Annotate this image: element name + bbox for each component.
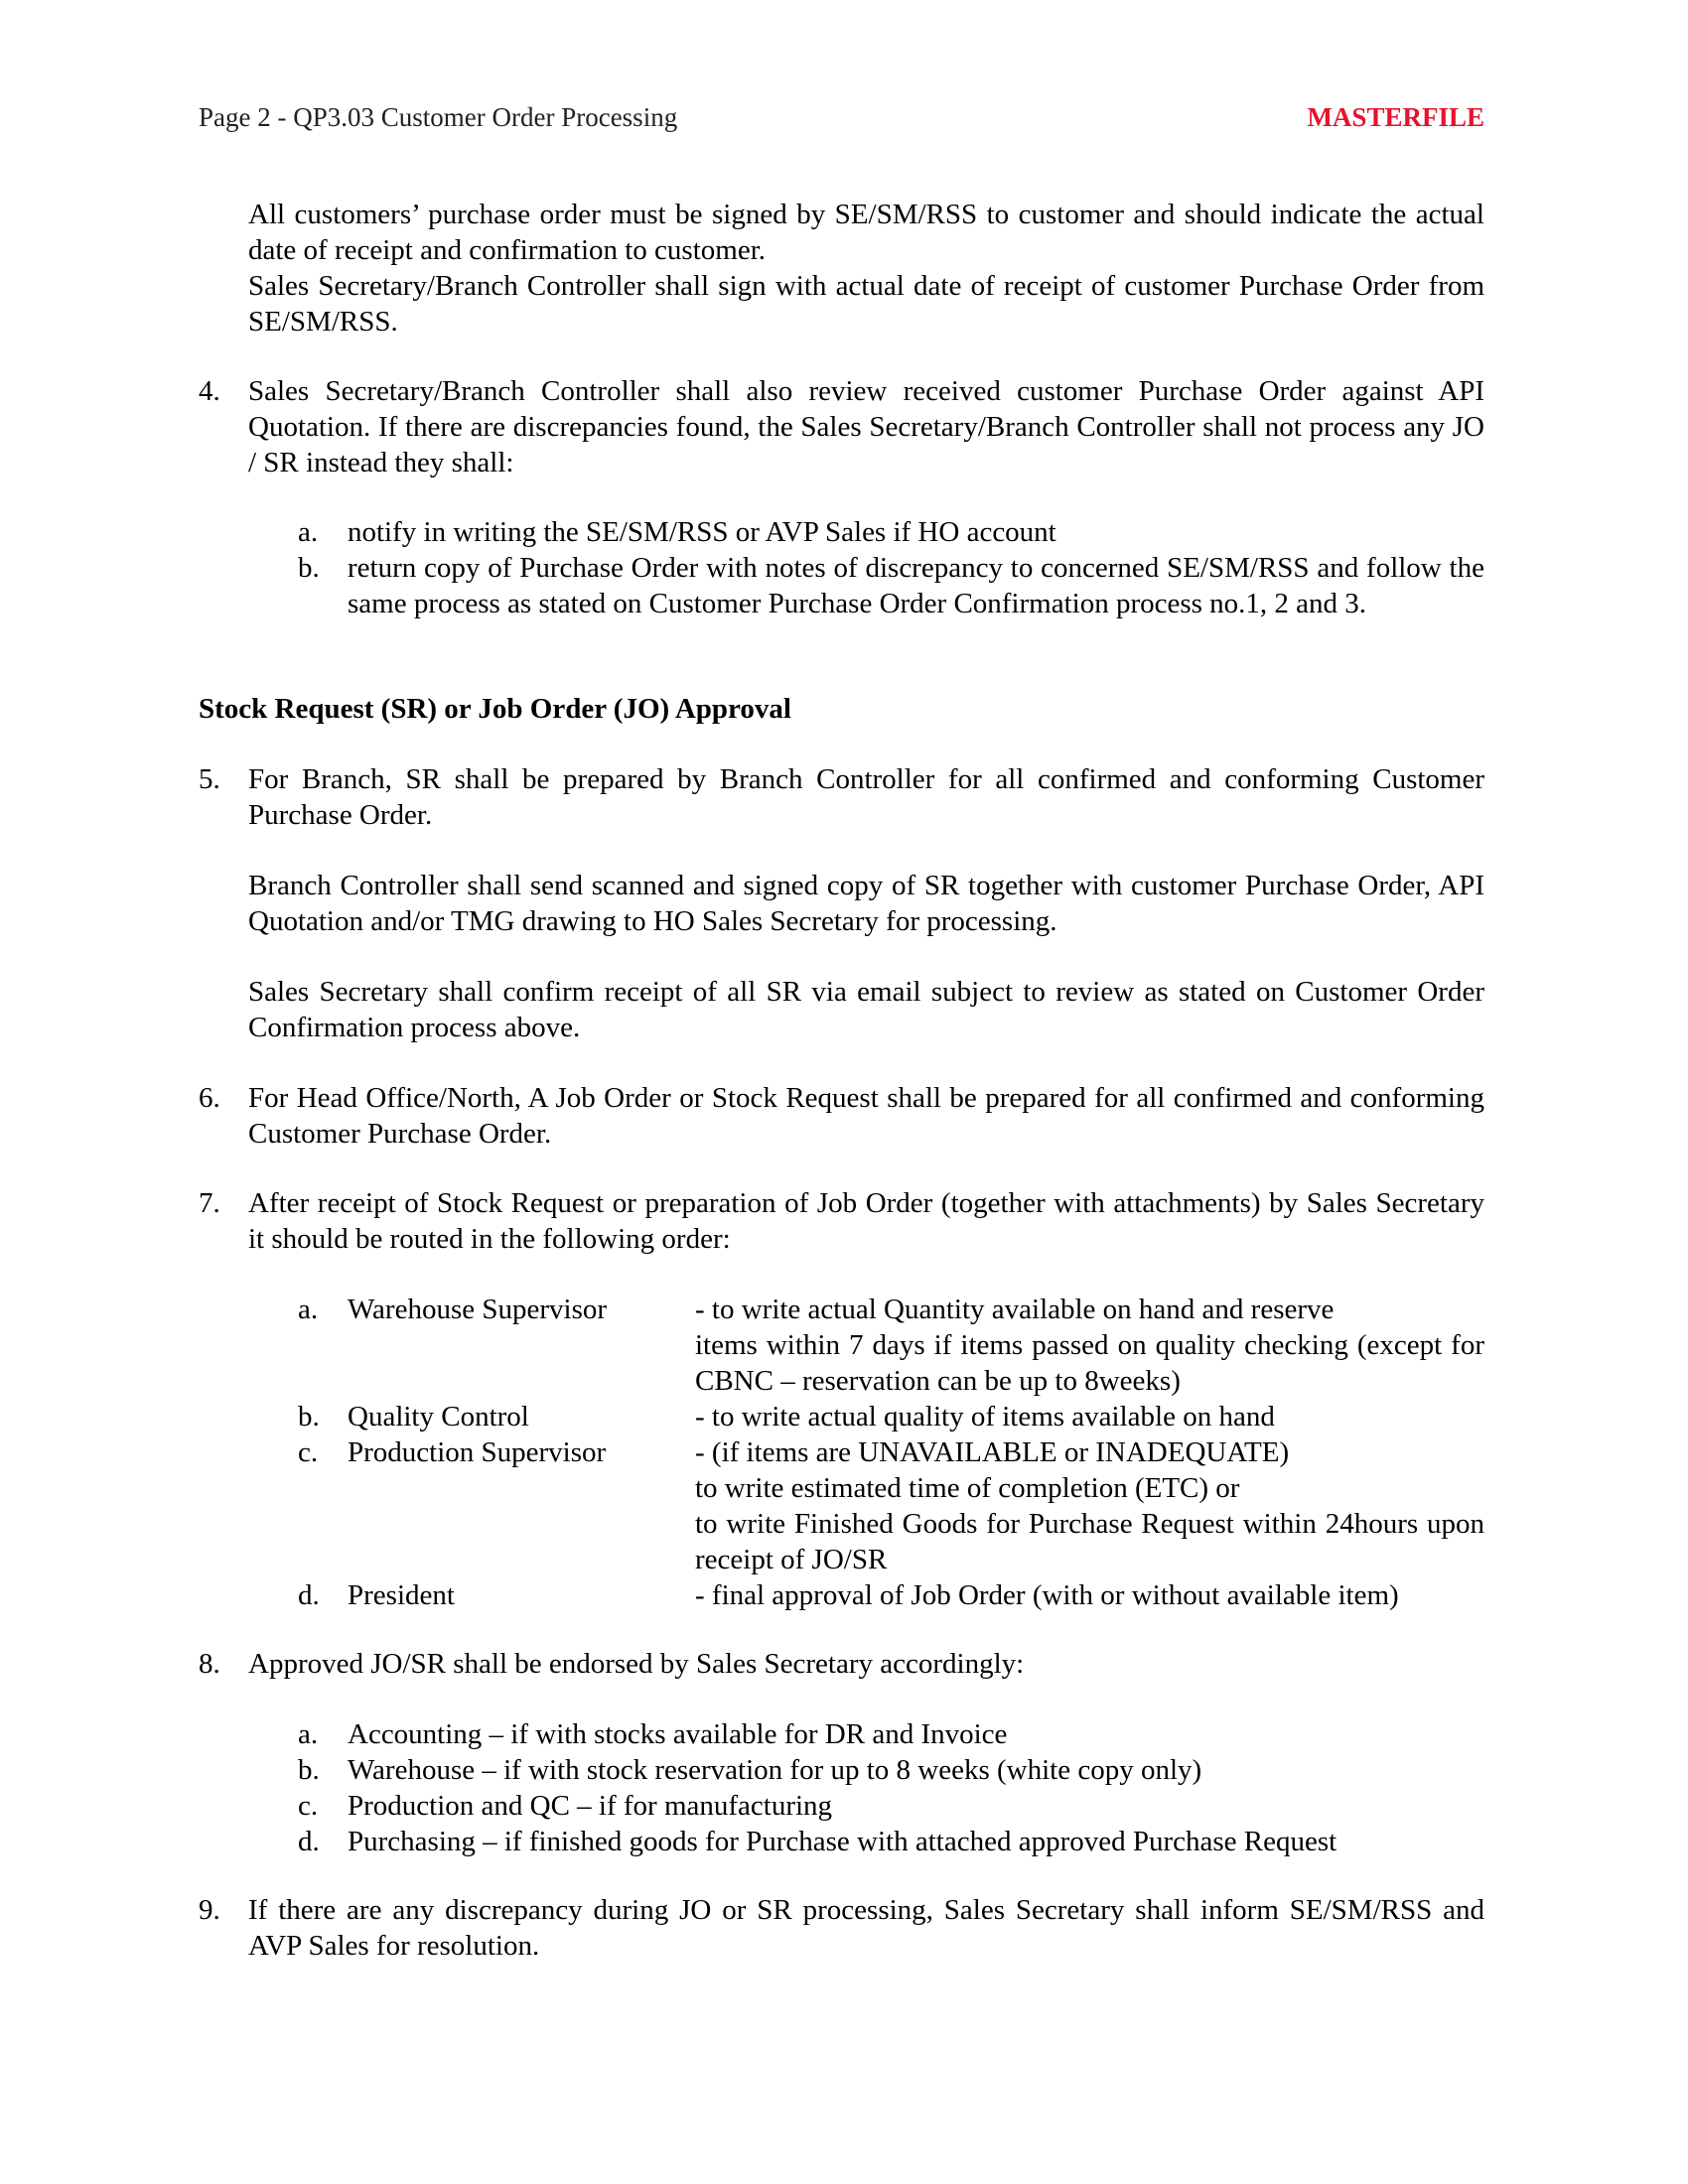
list-item-8 xyxy=(199,1646,1484,1682)
sub-item xyxy=(199,1788,1484,1824)
section-heading: Stock Request (SR) or Job Order (JO) Approval xyxy=(199,693,791,725)
sub-item-text: Accounting – if with stocks available for DR and Invoice xyxy=(348,1718,1008,1750)
sub-item-letter: b. xyxy=(298,1754,320,1786)
list-item-7 xyxy=(199,1185,1484,1257)
item-4-body xyxy=(199,373,1484,480)
item-5-body xyxy=(199,761,1484,833)
routing-role: President xyxy=(348,1579,455,1611)
routing-role: Production Supervisor xyxy=(348,1436,607,1468)
sub-item xyxy=(199,550,1484,621)
routing-row xyxy=(199,1577,1484,1613)
routing-letter: b. xyxy=(298,1401,320,1433)
routing-letter: d. xyxy=(298,1579,320,1611)
sub-item-letter: a. xyxy=(298,1718,319,1750)
item-paragraph: Sales Secretary shall confirm receipt of all SR via email subject to review as stated on Customer Order Confirmation process above. xyxy=(248,976,1484,1043)
sub-item xyxy=(199,1716,1484,1752)
routing-duty-continued: items within 7 days if items passed on quality checking (except for CBNC – reservation can be up to 8weeks) xyxy=(695,1329,1484,1397)
item-number: 9. xyxy=(199,1894,220,1926)
sub-item xyxy=(199,514,1484,550)
sub-item-text: notify in writing the SE/SM/RSS or AVP Sales if HO account xyxy=(348,516,1056,548)
routing-duty: - final approval of Job Order (with or without available item) xyxy=(695,1579,1399,1611)
item-text: For Head Office/North, A Job Order or Stock Request shall be prepared for all confirmed and conforming Customer Purchase Order. xyxy=(248,1082,1484,1150)
item-number: 7. xyxy=(199,1187,220,1219)
sub-item-text: Production and QC – if for manufacturing xyxy=(348,1790,833,1822)
item-text: Sales Secretary/Branch Controller shall also review received customer Purchase Order against API Quotation. If there are discrepancies found, the Sales Secretary/Branch Controller shall not process any JO / SR instead they shall: xyxy=(248,375,1484,478)
item-text: If there are any discrepancy during JO or SR processing, Sales Secretary shall inform SE/SM/RSS and AVP Sales for resolution. xyxy=(248,1894,1484,1962)
list-item-4 xyxy=(199,373,1484,480)
sub-item-text: Warehouse – if with stock reservation for up to 8 weeks (white copy only) xyxy=(348,1754,1202,1786)
routing-row xyxy=(199,1399,1484,1434)
sub-item xyxy=(199,1824,1484,1859)
masterfile-label: MASTERFILE xyxy=(1307,102,1484,132)
item-5-paragraph-2 xyxy=(199,868,1484,939)
item-4-sublist xyxy=(199,514,1484,621)
list-item-9 xyxy=(199,1892,1484,1964)
list-item-6 xyxy=(199,1080,1484,1152)
item-8-sublist xyxy=(199,1716,1484,1859)
item-8-body xyxy=(199,1646,1484,1682)
item-number: 5. xyxy=(199,763,220,795)
intro-paragraph-signature: All customers’ purchase order must be signed by SE/SM/RSS to customer and should indicate the actual date of receipt and confirmation to customer. xyxy=(248,199,1484,266)
sub-item-letter: d. xyxy=(298,1826,320,1857)
intro-paragraph-receipt: Sales Secretary/Branch Controller shall sign with actual date of receipt of customer Purchase Order from SE/SM/RSS. xyxy=(248,270,1484,338)
list-item-5 xyxy=(199,761,1484,833)
routing-row xyxy=(199,1292,1484,1327)
routing-role: Quality Control xyxy=(348,1401,529,1433)
sub-item-text: return copy of Purchase Order with notes of discrepancy to concerned SE/SM/RSS and follow the same process as stated on Customer Purchase Order Confirmation process no.1, 2 and 3. xyxy=(348,552,1484,619)
routing-list xyxy=(199,1292,1484,1613)
sub-item-letter: a. xyxy=(298,516,319,548)
item-5-paragraph-3 xyxy=(199,974,1484,1045)
routing-duty-continued: to write estimated time of completion (ETC) or xyxy=(695,1472,1240,1504)
item-number: 4. xyxy=(199,375,220,407)
sub-item xyxy=(199,1752,1484,1788)
routing-letter: a. xyxy=(298,1294,319,1325)
item-text: For Branch, SR shall be prepared by Branch Controller for all confirmed and conforming Customer Purchase Order. xyxy=(248,763,1484,831)
intro-block xyxy=(199,197,1484,340)
item-6-body xyxy=(199,1080,1484,1152)
routing-letter: c. xyxy=(298,1436,319,1468)
routing-duty: - to write actual quality of items available on hand xyxy=(695,1401,1275,1433)
item-paragraph: Branch Controller shall send scanned and signed copy of SR together with customer Purchase Order, API Quotation and/or TMG drawing to HO Sales Secretary for processing. xyxy=(248,870,1484,937)
routing-duty: - to write actual Quantity available on hand and reserve xyxy=(695,1294,1335,1325)
routing-row xyxy=(199,1434,1484,1470)
sub-item-text: Purchasing – if finished goods for Purchase with attached approved Purchase Request xyxy=(348,1826,1337,1857)
item-number: 6. xyxy=(199,1082,220,1114)
routing-duty-continued: to write Finished Goods for Purchase Request within 24hours upon receipt of JO/SR xyxy=(695,1508,1484,1575)
item-number: 8. xyxy=(199,1648,220,1680)
item-7-body xyxy=(199,1185,1484,1257)
item-9-body xyxy=(199,1892,1484,1964)
item-text: After receipt of Stock Request or preparation of Job Order (together with attachments) by Sales Secretary it should be routed in the following order: xyxy=(248,1187,1484,1255)
sub-item-letter: c. xyxy=(298,1790,319,1822)
routing-role: Warehouse Supervisor xyxy=(348,1294,608,1325)
sub-item-letter: b. xyxy=(298,552,320,584)
page-title: Page 2 - QP3.03 Customer Order Processing xyxy=(199,102,678,132)
page-header xyxy=(199,99,1484,139)
item-text: Approved JO/SR shall be endorsed by Sales Secretary accordingly: xyxy=(248,1648,1025,1680)
routing-duty: - (if items are UNAVAILABLE or INADEQUATE) xyxy=(695,1436,1290,1468)
